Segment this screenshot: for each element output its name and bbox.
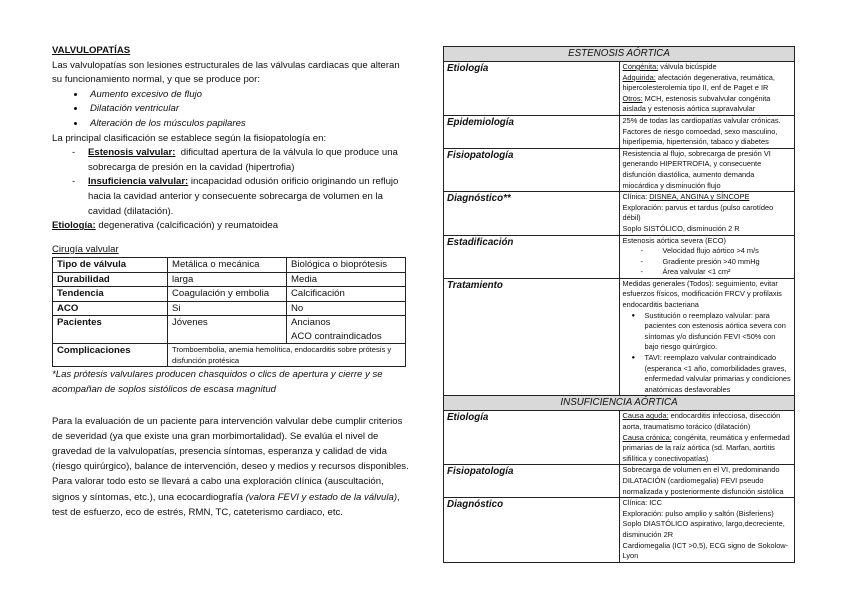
table-cell: Metálica o mecánica	[168, 258, 287, 273]
cell-line: Cardiomegalia (ICT >0,5), ECG signo de Sokolow-Lyon	[622, 540, 789, 561]
cell-term: Causa aguda:	[622, 411, 669, 421]
cell-line	[623, 433, 792, 465]
etiology-line	[52, 219, 412, 234]
row-label: Etiología	[444, 411, 620, 465]
table-row	[444, 192, 795, 235]
table-cell	[287, 316, 406, 344]
cell-text: Clínica:	[622, 192, 650, 202]
intro-text: Las valvulopatías son lesiones estructurales de las válvulas cardiacas que alteran su funcionamiento normal, y que se produce por:	[52, 59, 400, 86]
list-item: • Alteración de los músculos papilares	[86, 117, 412, 132]
section-header: INSUFICIENCIA AÓRTICA	[444, 396, 795, 411]
cell-line	[623, 73, 792, 94]
list-item: ● Sustitución o reemplazo valvular: para pacientes con estenosis aórtica severa con síntomas y/o disfunción FEVI <50% con bajo riesgo quirúrgico.	[645, 311, 792, 353]
table-cell	[619, 192, 795, 235]
classification-intro: La principal clasificación se establece según la fisiopatología en:	[52, 132, 327, 144]
section-header: ESTENOSIS AÓRTICA	[444, 47, 795, 62]
list-item: • Aumento excesivo de flujo	[86, 88, 412, 103]
table-row	[444, 498, 795, 563]
list-item: - Área valvular <1 cm²	[663, 267, 792, 278]
cell-line	[623, 94, 792, 115]
cell-term: Otros:	[622, 93, 643, 103]
table-cell: Calcificación	[287, 287, 406, 302]
table-row	[444, 396, 795, 411]
surgery-title: Cirugía valvular	[52, 243, 119, 255]
cell-line: Clínica: ICC	[622, 498, 662, 508]
cell-line	[623, 411, 792, 432]
table-cell: Media	[287, 272, 406, 287]
table-cell	[619, 278, 795, 396]
treatment-list	[623, 311, 792, 396]
table-row	[444, 62, 795, 116]
paragraph-end: , test de esfuerzo, eco de estrés, RMN, TC, cateterismo cardiaco, etc.	[52, 491, 400, 518]
definition: dificultad apertura de la válvula lo que produce una sobrecarga de presión en la cavidad (hipertrofia)	[88, 147, 398, 173]
table-cell: Complicaciones	[53, 344, 168, 367]
list-item: - Gradiente presión >40 mmHg	[663, 257, 792, 268]
table-cell: Tipo de válvula	[53, 258, 168, 273]
row-label: Etiología	[444, 62, 620, 116]
table-row	[53, 301, 406, 316]
paragraph-text: Para la evaluación de un paciente para intervención valvular debe cumplir criterios de severidad (ya que existe una gran morbimortalidad). Se evalúa el nivel de gravedad de la valvulopatías, presencia síntomas, esperanza y calidad de vida (riesgo quirúrgico), balance de intervención, deseo y medios y recursos disponibles. Para valorar todo esto se llevará a cabo una exploración clínica (auscultación, signos y síntomas, etc.), una ecocardiografía	[52, 415, 409, 503]
list-item: • Dilatación ventricular	[86, 102, 412, 117]
term: Insuficiencia valvular:	[88, 176, 189, 188]
left-column	[52, 44, 412, 520]
row-label: Tratamiento	[444, 278, 620, 396]
staging-list	[623, 246, 792, 278]
table-cell: Coagulación y embolia	[168, 287, 287, 302]
definition: incapacidad odusión orificio originando un reflujo hacia la cavidad anterior y consecuente sobrecarga de volumen en la cavidad (dilatación).	[88, 176, 399, 217]
table-row	[53, 287, 406, 302]
etiology-text: degenerativa (calcificación) y reumatoidea	[98, 220, 279, 232]
table-row	[444, 465, 795, 498]
cell-term: Causa crónica:	[622, 432, 672, 442]
table-cell: Tromboembolia, anemia hemolítica, endocarditis sobre prótesis y disfunción protésica	[168, 344, 406, 367]
cell-line: Soplo DIASTÓLICO aspirativo, largo,decreciente, disminución 2R	[622, 519, 785, 539]
table-row	[53, 258, 406, 273]
table-row	[53, 272, 406, 287]
row-label: Diagnóstico**	[444, 192, 620, 235]
row-label: Fisiopatología	[444, 148, 620, 191]
list-item	[88, 175, 412, 219]
aortic-table	[443, 46, 795, 563]
cell-line	[623, 192, 792, 203]
table-cell: Si	[168, 301, 287, 316]
table-row	[53, 316, 406, 344]
paragraph-italic: (valora FEVI y estado de la válvula)	[245, 491, 398, 503]
page-title: VALVULOPATÍAS	[52, 45, 131, 56]
table-row	[444, 115, 795, 148]
table-cell	[619, 62, 795, 116]
table-cell: Jóvenes	[168, 316, 287, 344]
cell-line: ACO contraindicados	[291, 330, 382, 342]
cell-line: Exploración: parvus et tardus (pulso carotídeo débil)	[622, 202, 774, 223]
causes-list	[52, 88, 412, 132]
table-cell: Sobrecarga de volumen en el VI, predominando DILATACIÓN (cardiomegalia) FEVI pseudo normalizada y posteriormente disfunción sistólica	[619, 465, 795, 498]
table-cell: Pacientes	[53, 316, 168, 344]
table-cell: Biológica o bioprótesis	[287, 258, 406, 273]
table-cell	[619, 235, 795, 278]
table-cell: ACO	[53, 301, 168, 316]
row-label: Fisiopatología	[444, 465, 620, 498]
cell-term: DISNEA, ANGINA y SÍNCOPE	[649, 192, 750, 202]
cell-line: Soplo SISTÓLICO, disminución 2 R	[622, 223, 740, 233]
cell-text: congénita, reumática y enfermedad primarias de la raíz aórtica (sd. Marfan, aortitis sifilítica y conectivopatías)	[622, 432, 790, 463]
table-row	[444, 148, 795, 191]
prosthesis-note: *Las prótesis valvulares producen chasquidos o clics de apertura y cierre y se acompañan de soplos sistólicos de escasa magnitud	[52, 369, 383, 395]
etiology-label: Etiología:	[52, 220, 96, 232]
table-cell	[619, 498, 795, 563]
cell-line: Ancianos	[291, 317, 331, 329]
row-label: Estadificación	[444, 235, 620, 278]
table-row	[444, 235, 795, 278]
right-column	[443, 46, 795, 563]
table-row	[444, 47, 795, 62]
cell-line: Estenosis aórtica severa (ECO)	[622, 235, 727, 245]
cell-term: Adquirida:	[622, 72, 656, 82]
list-item: ● TAVI: reemplazo valvular contraindicado (esperanca <1 año, comorbilidades graves, enfermedad valvular primarias y condiciones anatómicas desfavorables	[645, 353, 792, 395]
table-row	[53, 344, 406, 367]
table-cell: No	[287, 301, 406, 316]
table-cell: Tendencia	[53, 287, 168, 302]
cell-term: Congénita:	[622, 62, 659, 71]
table-cell: Resistencia al flujo, sobrecarga de presión VI generando HIPERTROFIA, y consecuente disfunción diastólica, aumento demanda miocárdica y disminución flujo	[619, 148, 795, 191]
row-label: Epidemiología	[444, 115, 620, 148]
cell-text: afectación degenerativa, reumática, hipercolesterolemia tipo II, enf de Paget e IR	[622, 72, 775, 93]
cell-line	[623, 62, 792, 73]
table-cell: larga	[168, 272, 287, 287]
evaluation-paragraph	[52, 414, 412, 520]
term: Estenosis valvular:	[88, 147, 176, 159]
table-row	[444, 278, 795, 396]
cell-text: válvula bicúspide	[658, 62, 717, 71]
classification-list	[52, 146, 412, 219]
table-cell: 25% de todas las cardiopatías valvular crónicas. Factores de riesgo comoedad, sexo masculino, hiperlipemia, hipertensión, tabaco y diabetes	[619, 115, 795, 148]
cell-text: endocarditis infecciosa, disección aorta, traumatismo torácico (dilatación)	[622, 411, 781, 431]
table-cell	[619, 411, 795, 465]
cell-line: Exploración: pulso amplio y saltón (Bisferiens)	[622, 508, 774, 518]
list-item	[88, 146, 412, 175]
table-row	[444, 411, 795, 465]
row-label: Diagnóstico	[444, 498, 620, 563]
table-cell: Durabilidad	[53, 272, 168, 287]
cell-line: Medidas generales (Todos): seguimiento, evitar esfuerzos físicos, modificación FRCV y profilaxis endocarditis bacteriana	[622, 278, 782, 310]
surgery-table	[52, 257, 406, 367]
list-item: - Velocidad flujo aórtico >4 m/s	[663, 246, 792, 257]
cell-text: MCH, estenosis subvalvular congénita aislada y estenosis aórtica supravalvular	[622, 93, 771, 114]
